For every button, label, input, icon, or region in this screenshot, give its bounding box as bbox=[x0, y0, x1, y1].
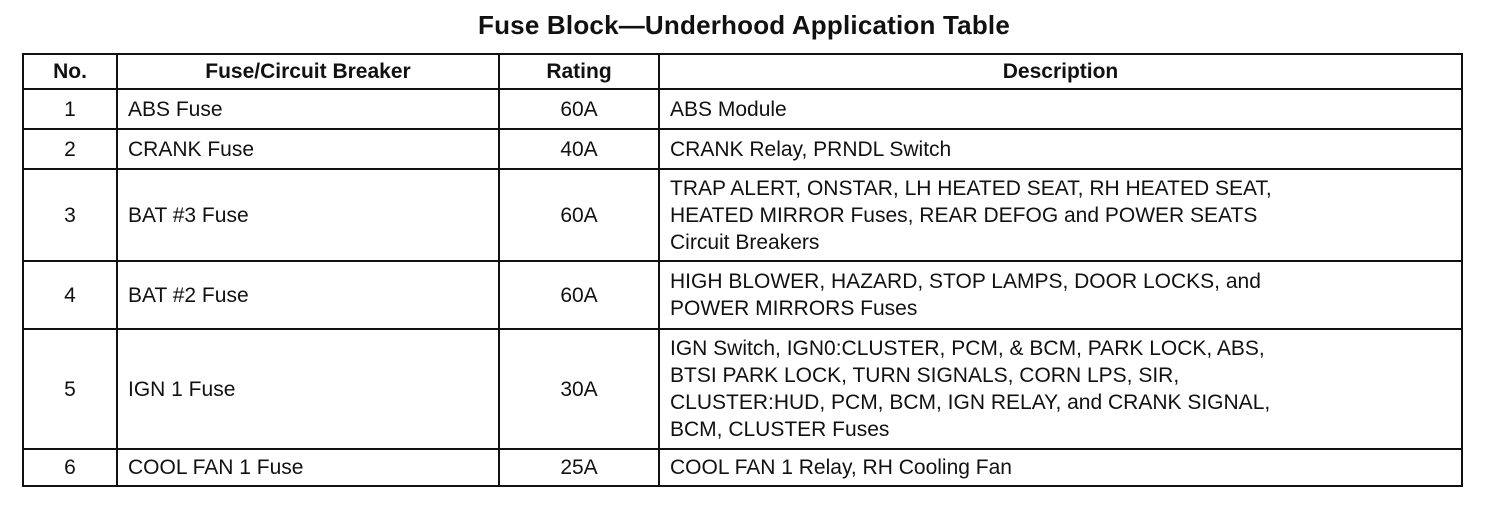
cell-rating: 60A bbox=[499, 89, 659, 129]
cell-no: 3 bbox=[23, 169, 117, 261]
cell-rating: 60A bbox=[499, 261, 659, 329]
table-row bbox=[23, 449, 1462, 486]
cell-rating: 40A bbox=[499, 129, 659, 169]
table-row bbox=[23, 169, 1462, 261]
cell-description: TRAP ALERT, ONSTAR, LH HEATED SEAT, RH HEATED SEAT, HEATED MIRROR Fuses, REAR DEFOG and POWER SEATS Circuit Breakers bbox=[659, 169, 1462, 261]
cell-description: IGN Switch, IGN0:CLUSTER, PCM, & BCM, PARK LOCK, ABS, BTSI PARK LOCK, TURN SIGNALS, CORN LPS, SIR, CLUSTER:HUD, PCM, BCM, IGN RELAY, and CRANK SIGNAL, BCM, CLUSTER Fuses bbox=[659, 329, 1462, 449]
header-rating: Rating bbox=[499, 54, 659, 89]
cell-description: COOL FAN 1 Relay, RH Cooling Fan bbox=[659, 449, 1462, 486]
cell-no: 2 bbox=[23, 129, 117, 169]
cell-fuse: ABS Fuse bbox=[117, 89, 499, 129]
cell-rating: 60A bbox=[499, 169, 659, 261]
cell-no: 5 bbox=[23, 329, 117, 449]
table-row bbox=[23, 261, 1462, 329]
table-title: Fuse Block—Underhood Application Table bbox=[478, 10, 1010, 40]
table-row bbox=[23, 89, 1462, 129]
header-description: Description bbox=[659, 54, 1462, 89]
header-no: No. bbox=[23, 54, 117, 89]
header-fuse-circuit-breaker: Fuse/Circuit Breaker bbox=[117, 54, 499, 89]
cell-fuse: COOL FAN 1 Fuse bbox=[117, 449, 499, 486]
table-row bbox=[23, 329, 1462, 449]
header-row bbox=[23, 54, 1462, 89]
cell-rating: 25A bbox=[499, 449, 659, 486]
cell-fuse: CRANK Fuse bbox=[117, 129, 499, 169]
cell-no: 6 bbox=[23, 449, 117, 486]
cell-no: 4 bbox=[23, 261, 117, 329]
cell-description: ABS Module bbox=[659, 89, 1462, 129]
cell-rating: 30A bbox=[499, 329, 659, 449]
cell-fuse: IGN 1 Fuse bbox=[117, 329, 499, 449]
cell-fuse: BAT #3 Fuse bbox=[117, 169, 499, 261]
table-row bbox=[23, 129, 1462, 169]
cell-description: CRANK Relay, PRNDL Switch bbox=[659, 129, 1462, 169]
cell-description: HIGH BLOWER, HAZARD, STOP LAMPS, DOOR LOCKS, and POWER MIRRORS Fuses bbox=[659, 261, 1462, 329]
cell-fuse: BAT #2 Fuse bbox=[117, 261, 499, 329]
fuse-application-table bbox=[22, 53, 1463, 487]
cell-no: 1 bbox=[23, 89, 117, 129]
